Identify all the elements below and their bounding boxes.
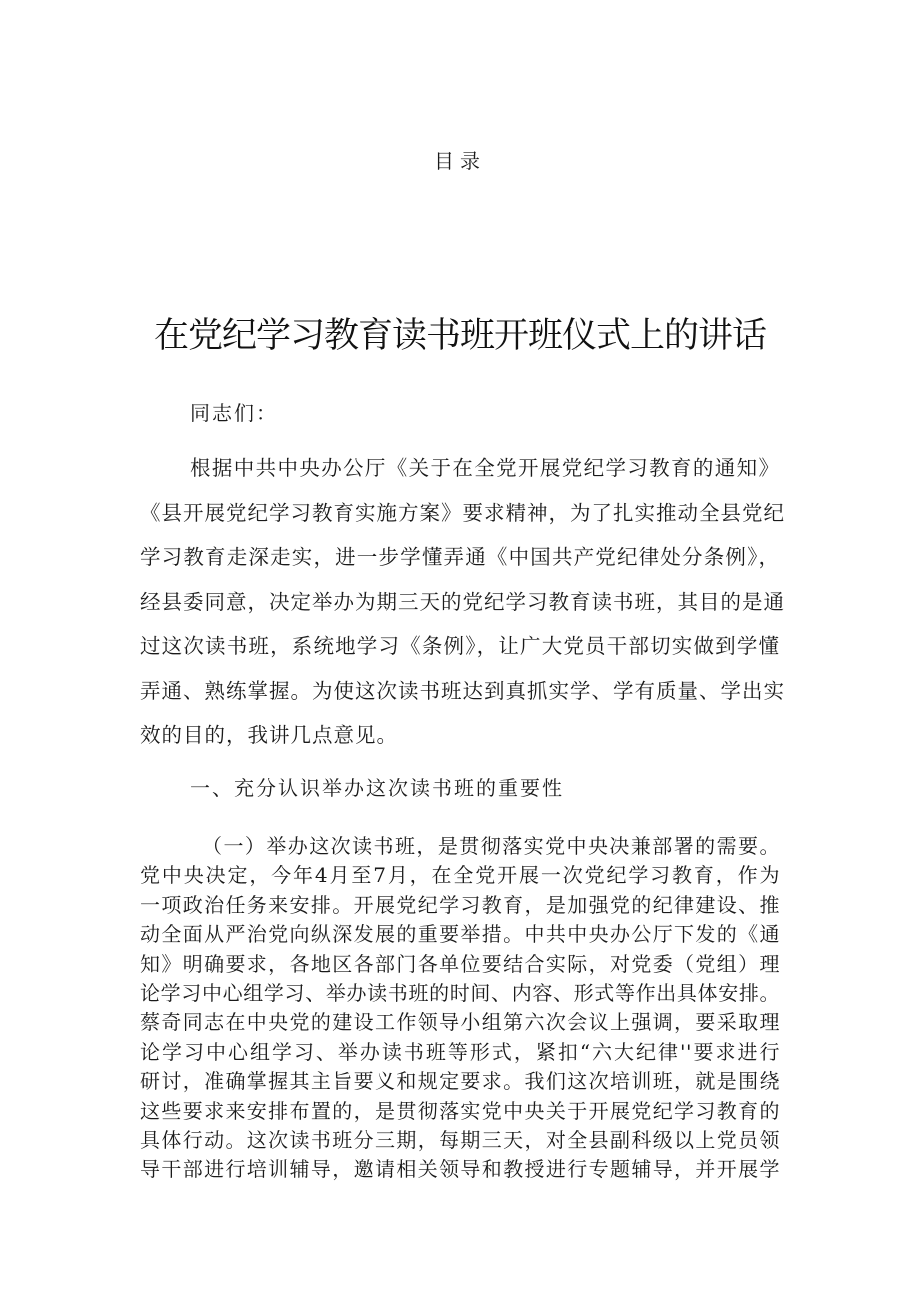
paragraph-line: 一项政治任务来安排。开展党纪学习教育，是加强党的纪律建设、推 (140, 892, 780, 917)
section-heading: 一、充分认识举办这次读书班的重要性 (190, 776, 564, 800)
intro-paragraph (140, 448, 785, 760)
paragraph-line: （一）举办这次读书班，是贯彻落实党中央决兼部署的需要。 (202, 834, 780, 858)
paragraph-line: 效的目的，我讲几点意见。 (140, 723, 398, 747)
paragraph-line: 知》明确要求，各地区各部门各单位要结合实际，对党委（党组）理 (140, 951, 780, 976)
paragraph-line: 蔡奇同志在中央党的建设工作领导小组第六次会议上强调，要采取理 (140, 1010, 780, 1035)
paragraph-line: 动全面从严治党向纵深发展的重要举措。中共中央办公厅下发的《通 (140, 922, 780, 947)
paragraph-line: 过这次读书班，系统地学习《条例》，让广大党员干部切实做到学懂 (140, 634, 780, 658)
toc-label: 目录 (434, 149, 486, 173)
paragraph-line: 学习教育走深走实，进一步学懂弄通《中国共产党纪律处分条例》， (140, 545, 780, 569)
paragraph-line: 论学习中心组学习、举办读书班的时间、内容、形式等作出具体安排。 (140, 980, 780, 1005)
paragraph-line: 论学习中心组学习、举办读书班等形式，紧扣“六大纪律''要求进行 (140, 1039, 780, 1064)
paragraph-line: 党中央决定，今年4月至7月，在全党开展一次党纪学习教育，作为 (140, 863, 780, 888)
salutation: 同志们： (190, 401, 278, 425)
paragraph-line: 《县开展党纪学习教育实施方案》要求精神，为了扎实推动全县党纪 (140, 500, 785, 525)
body-paragraph (140, 832, 780, 1185)
paragraph-line: 根据中共中央办公厅《关于在全党开展党纪学习教育的通知》 (190, 456, 780, 480)
paragraph-line: 这些要求来安排布置的，是贯彻落实党中央关于开展党纪学习教育的 (140, 1098, 780, 1123)
paragraph-line: 弄通、熟练掌握。为使这次读书班达到真抓实学、学有质量、学出实 (140, 678, 785, 703)
document-title: 在党纪学习教育读书班开班仪式上的讲话 (153, 316, 766, 356)
paragraph-line: 经县委同意，决定举办为期三天的党纪学习教育读书班，其目的是通 (140, 589, 785, 614)
paragraph-line: 研讨，准确掌握其主旨要义和规定要求。我们这次培训班，就是围绕 (140, 1069, 780, 1094)
paragraph-line: 导干部进行培训辅导，邀请相关领导和教授进行专题辅导，并开展学 (140, 1157, 780, 1182)
paragraph-line: 具体行动。这次读书班分三期，每期三天，对全县副科级以上党员领 (140, 1127, 780, 1152)
